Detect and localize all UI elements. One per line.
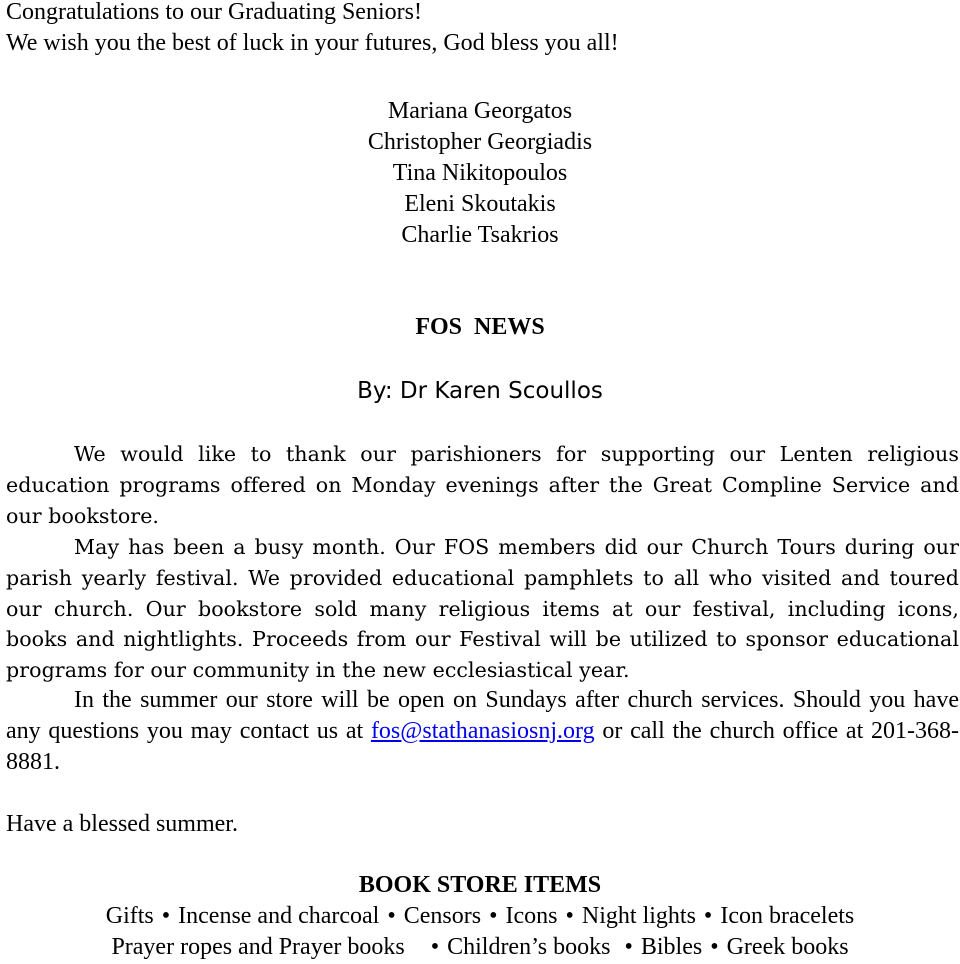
bookstore-item: Greek books [726,934,849,960]
senior-name: Christopher Georgiadis [367,129,593,155]
greeting-line-2: We wish you the best of luck in your futures, God bless you all! [6,30,619,56]
bookstore-heading: BOOK STORE ITEMS [358,872,602,898]
bookstore-items-row-1 [0,901,960,931]
bookstore-item: Censors [403,903,482,929]
fos-paragraph-3-text-end: or call the church office at 201-368-8881. [6,717,960,775]
bookstore-item: Incense and charcoal [178,903,380,929]
bullet-separator: • [710,934,719,960]
bullet-separator: • [430,934,440,960]
bookstore-item: Icons [505,903,558,929]
bullet-separator: • [489,903,498,929]
fos-paragraph-3 [6,685,959,777]
bookstore-items-row-2 [0,932,960,962]
bullet-separator: • [161,903,171,929]
fos-paragraph-1: We would like to thank our parishioners for supporting our Lenten religious education programs offered on Monday evenings after the Great Compline Service and our bookstore. [6,442,959,528]
fos-paragraph-3-text: In the summer our store will be open on Sundays after church services. Should you have any questions you may contact us at [6,687,959,744]
bookstore-item: Gifts [105,903,154,929]
closing-line: Have a blessed summer. [6,811,238,837]
bookstore-item: Prayer ropes and Prayer books [111,934,405,960]
bullet-separator: • [387,903,396,929]
senior-name: Tina Nikitopoulos [392,160,568,186]
fos-email-link[interactable]: fos@stathanasiosnj.org [370,717,595,744]
fos-news-byline: By: Dr Karen Scoullos [357,378,603,404]
senior-name: Mariana Georgatos [387,98,573,124]
bullet-separator: • [624,934,633,960]
senior-name: Eleni Skoutakis [404,191,556,217]
bookstore-item: Bibles [640,934,703,960]
bullet-separator: • [703,903,713,929]
bookstore-item: Night lights [581,903,696,929]
fos-paragraph-2: May has been a busy month. Our FOS members did our Church Tours during our parish yearly festival. We provided educational pamphlets to all who visited and toured our church. Our bookstore sold many religious items at our festival, including icons, books and nightlights. Proceeds from our Festival will be utilized to sponsor educational programs for our community in the new ecclesiastical year. [6,535,959,683]
senior-name: Charlie Tsakrios [401,222,559,248]
fos-news-heading: FOS NEWS [415,314,545,340]
bookstore-item: Icon bracelets [720,903,855,929]
bullet-separator: • [565,903,574,929]
bookstore-item: Children’s books [447,934,611,960]
greeting-line-1: Congratulations to our Graduating Seniors! [6,0,422,25]
